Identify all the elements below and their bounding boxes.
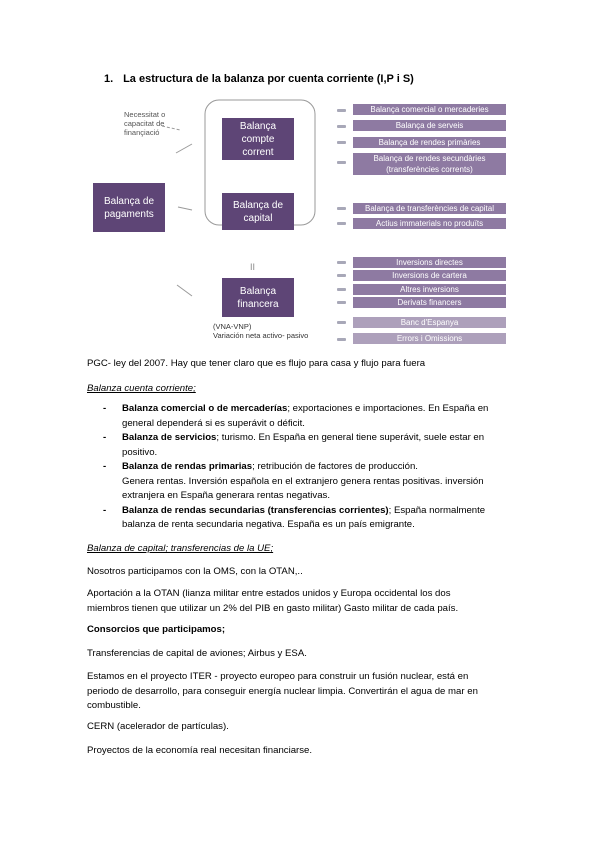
right-item: Derivats financers <box>353 297 506 308</box>
box-line: Balança de <box>232 199 284 211</box>
paragraph-proyectos: Proyectos de la economía real necesitan financiarse. <box>87 745 313 756</box>
section-title-cuenta-corriente: Balanza cuenta corriente; <box>87 383 196 394</box>
list-item-bold: Balanza de rendas secundarias (transferencias corrientes) <box>122 504 389 516</box>
arrow-upper <box>176 144 192 153</box>
right-item: Actius immaterials no produïts <box>353 218 506 229</box>
balanca-financera-box <box>222 278 294 317</box>
left-note <box>124 110 165 137</box>
bullet-dash <box>337 222 346 225</box>
arrow-lower <box>177 285 192 296</box>
right-item: Balança de serveis <box>353 120 506 131</box>
paragraph-cern: CERN (acelerador de partículas). <box>87 721 229 732</box>
paragraph-line: Aportación a la OTAN (lianza militar entre estados unidos y Europa occidental los dos <box>87 588 451 599</box>
list-item-bold: Balanza comercial o de mercaderías <box>122 403 288 414</box>
right-item-line: (transferències corrents) <box>386 165 473 174</box>
bullet-dash <box>337 274 346 277</box>
list-item-bold: Balanza de rendas primarias <box>122 461 253 472</box>
box-line: Balança <box>239 120 277 132</box>
paragraph-otan <box>87 587 517 616</box>
bullet-dash <box>337 207 346 210</box>
right-item: Balança comercial o mercaderies <box>353 104 506 115</box>
balanca-capital-box <box>222 193 294 230</box>
bullet-dash <box>337 321 346 324</box>
bullet-dash <box>337 338 346 341</box>
balanca-pagaments-box <box>93 183 165 232</box>
equals-sign: II <box>250 262 256 272</box>
financera-note-line: Variación neta activo- pasivo <box>213 331 309 340</box>
list-item-text: balanza de renta secundaria negativa. España es un país emigrante. <box>122 519 415 530</box>
right-item: Altres inversions <box>353 284 506 295</box>
list-item <box>87 504 517 533</box>
box-line: corrent <box>242 146 274 158</box>
right-item: Errors i Omissions <box>353 333 506 344</box>
list-item-text: Genera rentas. Inversión española en el extranjero genera rentas positivas. inversión <box>122 475 484 487</box>
right-item: Balança de transferències de capital <box>353 203 506 214</box>
right-item-line: Balança de rendes secundàries <box>373 154 486 163</box>
box-line: financera <box>237 298 279 310</box>
bullet-dash <box>337 288 346 291</box>
bullet-dash <box>337 301 346 304</box>
list-item-text: general dependerá si es superávit o déficit. <box>122 417 305 429</box>
balance-diagram <box>0 0 600 360</box>
bullet-list <box>87 402 517 533</box>
list-item <box>87 460 517 504</box>
box-line: Balança <box>239 285 277 297</box>
list-item <box>87 431 517 460</box>
paragraph-line: combustible. <box>87 700 141 711</box>
paragraph-line: miembros tienen que utilizar un 2% del PIB en gasto militar) Gasto militar de cada país. <box>87 602 459 614</box>
financera-note <box>213 322 308 340</box>
box-line: capital <box>243 212 273 224</box>
right-item-double <box>353 153 506 175</box>
section-title-balanza-capital: Balanza de capital; transferencias de la UE; <box>87 543 274 554</box>
list-item-text: ; exportaciones e importaciones. En España en <box>287 403 489 414</box>
diagram-lines <box>0 0 600 360</box>
right-item: Inversions directes <box>353 257 506 268</box>
arrow-middle <box>178 207 192 210</box>
left-note-line: Necessitat o <box>124 110 166 119</box>
bullet-dash <box>337 141 346 144</box>
paragraph-oms: Nosotros participamos con la OMS, con la OTAN,.. <box>87 566 303 577</box>
list-item-text: ; España normalmente <box>388 504 486 516</box>
bullet-dash <box>337 261 346 264</box>
list-item <box>87 402 517 431</box>
balanca-compte-corrent-box <box>222 118 294 160</box>
list-item-text: positivo. <box>122 446 158 458</box>
left-note-line: finançiació <box>124 128 160 137</box>
heading-number: 1. <box>104 73 114 85</box>
bullet-dash <box>337 125 346 128</box>
paragraph-line: periodo de desarrollo, para conseguir energía nuclear limpia. Convertirán el agua de mar en <box>87 685 478 697</box>
list-item-text: ; turismo. En España en general tiene superávit, suele estar en <box>216 432 485 443</box>
heading-title: La estructura de la balanza por cuenta corriente (I,P i S) <box>123 73 414 85</box>
financera-note-line: (VNA-VNP) <box>213 322 252 331</box>
right-item: Inversions de cartera <box>353 270 506 281</box>
paragraph-consorcios: Consorcios que participamos; <box>87 624 226 635</box>
right-item: Balança de rendes primàries <box>353 137 506 148</box>
paragraph-iter <box>87 670 517 714</box>
bullet-dash <box>337 109 346 112</box>
paragraph-airbus: Transferencias de capital de aviones; Airbus y ESA. <box>87 648 307 659</box>
box-line: compte <box>241 133 275 145</box>
list-item-text: ; retribución de factores de producción. <box>252 461 418 472</box>
box-line: Balança de <box>103 195 155 207</box>
paragraph-pgc: PGC- ley del 2007. Hay que tener claro que es flujo para casa y flujo para fuera <box>87 358 426 369</box>
bullet-dash <box>337 161 346 164</box>
list-item-bold: Balanza de servicios <box>122 432 217 443</box>
right-item: Banc d'Espanya <box>353 317 506 328</box>
paragraph-line: Estamos en el proyecto ITER - proyecto europeo para construir un fusión nuclear, está en <box>87 671 469 682</box>
box-line: pagaments <box>104 208 154 220</box>
left-note-line: capacitat de <box>124 119 165 128</box>
list-item-text: extranjera en España generara rentas negativas. <box>122 490 330 501</box>
